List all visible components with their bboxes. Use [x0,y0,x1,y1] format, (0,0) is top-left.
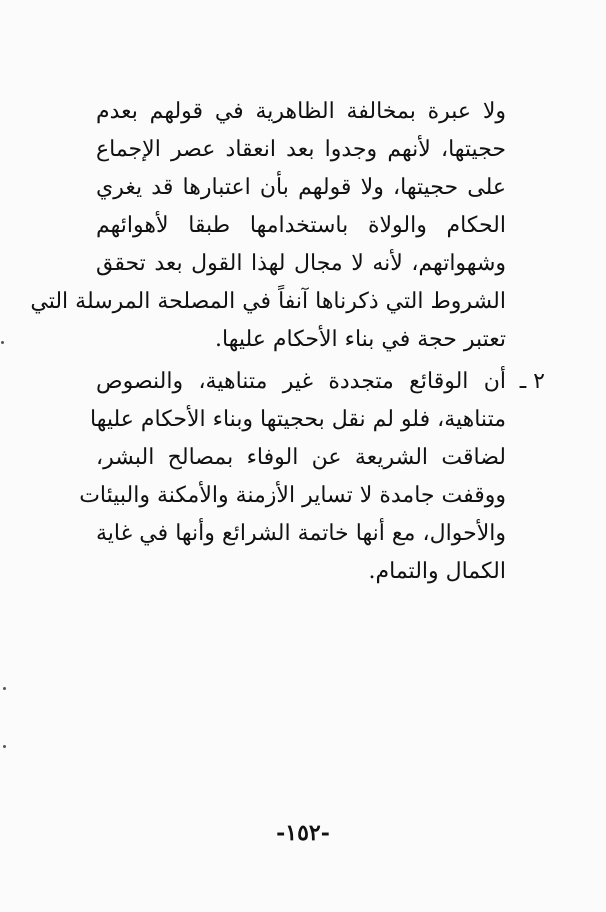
text-line: متناهية، فلو لم نقل بحجيتها وبناء الأحكام عليها [90,407,506,432]
text-line: والأحوال، مع أنها خاتمة الشرائع وأنها في غاية [96,521,506,546]
text-line: الكمال والتمام. [368,559,506,584]
text-line: على حجيتها، ولا قولهم بأن اعتبارها قد يغري [96,175,506,200]
text-line: الحكام والولاة باستخدامها طبقا لأهوائهم [96,213,506,238]
text-line: وشهواتهم، لأنه لا مجال لهذا القول بعد تحقق [96,251,506,276]
text-line: أن الوقائع متجددة غير متناهية، والنصوص [96,369,506,394]
text-line: ووقفت جامدة لا تساير الأزمنة والأمكنة والبيئات [79,483,506,508]
text-line: الشروط التي ذكرناها آنفاً في المصلحة المرسلة التي [30,289,506,314]
scan-speck [3,745,6,748]
scan-speck [3,687,6,690]
text-line: تعتبر حجة في بناء الأحكام عليها. [215,327,506,352]
text-line: حجيتها، لأنهم وجدوا بعد انعقاد عصر الإجماع [96,137,506,162]
page-number: -١٥٢- [276,820,330,846]
text-line: لضاقت الشريعة عن الوفاء بمصالح البشر، [96,445,506,470]
list-item-number: ٢ ـ [519,369,545,394]
scan-speck [1,341,4,344]
text-line: ولا عبرة بمخالفة الظاهرية في قولهم بعدم [96,99,506,124]
